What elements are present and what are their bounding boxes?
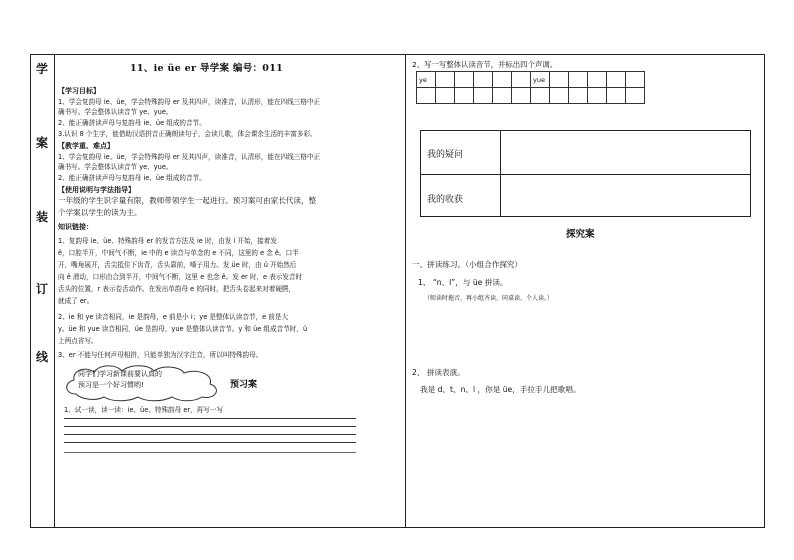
grid-cell[interactable] bbox=[569, 72, 588, 88]
usage-2: 个学案以学生的读为主。 bbox=[58, 208, 142, 217]
cloud-text bbox=[78, 369, 162, 391]
link-line: 就成了 er。 bbox=[58, 297, 94, 305]
grid-cell-yue: yue bbox=[531, 72, 550, 88]
grid-cell[interactable] bbox=[474, 72, 493, 88]
write-line bbox=[64, 418, 356, 419]
doubt-label: 我的疑问 bbox=[427, 150, 464, 160]
grid-cell[interactable] bbox=[626, 72, 645, 88]
page-title: 11、ie üe er 导学案 编号：011 bbox=[130, 63, 284, 74]
link-line: 向 ê 滑动，口形由合到半开，中间气不断，这里 e 也念 ê。发 er 时，e 表示发音时 bbox=[58, 273, 303, 281]
grid-cell[interactable] bbox=[550, 88, 569, 104]
item-1-note: （师读时拖音，再小组齐读、同桌读、个人读。） bbox=[424, 295, 554, 302]
grid-cell[interactable] bbox=[474, 88, 493, 104]
grid-cell[interactable] bbox=[512, 72, 531, 88]
goal-2: 2、能正确拼读声母与复韵母 ie、üe 组成的音节。 bbox=[58, 119, 206, 127]
write-line bbox=[64, 442, 356, 443]
grid-cell[interactable] bbox=[531, 88, 550, 104]
usage-heading: 【使用说明与学法指导】 bbox=[58, 186, 135, 194]
goals-heading: 【学习目标】 bbox=[58, 87, 100, 95]
side-char-ding: 订 bbox=[36, 282, 49, 296]
link-line: 2、ie 和 ye 读音相同，ie 是韵母，e 前是小 i；ye 是整体认读音节，e 前是大 bbox=[58, 313, 289, 321]
link-heading: 知识链接： bbox=[58, 223, 93, 231]
section-2-heading: 2、 拼读表演。 bbox=[412, 368, 465, 377]
goal-1a: 1、学会复韵母 ie、üe，学会特殊韵母 er 及其四声，读准音，认清形，能在四线三格中正 bbox=[58, 98, 321, 106]
side-char-an: 案 bbox=[36, 136, 49, 150]
grid-cell[interactable] bbox=[455, 88, 474, 104]
grid-cell[interactable] bbox=[607, 88, 626, 104]
grid-cell[interactable] bbox=[607, 72, 626, 88]
grid-cell[interactable] bbox=[493, 88, 512, 104]
preview-section-title: 预习案 bbox=[230, 380, 258, 390]
goal-3: 3.认识 8 个生字，能借助汉语拼音正确朗读句子，会读儿歌，体会课余生活的丰富多彩。 bbox=[58, 130, 317, 138]
item-2: 我是 d、t、n、l ，你是 üe，手拉手儿把歌唱。 bbox=[420, 385, 581, 394]
grid-cell[interactable] bbox=[588, 88, 607, 104]
key-3: 2、能正确拼读声母与复韵母 ie、üe 组成的音节。 bbox=[58, 174, 206, 182]
gain-label: 我的收获 bbox=[427, 195, 464, 205]
link-line: 开，嘴角展开，舌尖抵住下齿背，舌头靠前，嗓子用力。发 üe 时，由 ü 开始然后 bbox=[58, 261, 297, 269]
exercise-1: 1、试一读，读一读：ie、üe、特殊韵母 er，再写一写 bbox=[64, 406, 224, 414]
key-2: 确书写。学会整体认读音节 ye、yue。 bbox=[58, 163, 173, 171]
grid-cell[interactable] bbox=[512, 88, 531, 104]
link-line: 1、复韵母 ie、üe、特殊韵母 er 的发音方法及 ie 时，由发 i 开始，接着发 bbox=[58, 237, 277, 245]
link-line: 舌头的位置，r 表示卷舌动作。在发出单韵母 e 的同时，把舌头卷起来对着硬腭， bbox=[58, 285, 296, 293]
question-2: 2、写一写整体认读音节，并标出四个声调。 bbox=[412, 60, 558, 69]
grid-cell[interactable] bbox=[455, 72, 474, 88]
column-divider bbox=[405, 54, 406, 528]
explore-section-title: 探究案 bbox=[566, 229, 595, 240]
side-char-zhuang: 装 bbox=[36, 210, 49, 224]
link-line: y。üe 和 yue 读音相同，üe 是韵母，yue 是整体认读音节。y 和 üe 组成音节时，ü bbox=[58, 325, 308, 333]
side-char-xian: 线 bbox=[36, 350, 49, 364]
key-heading: 【教学重、难点】 bbox=[58, 142, 114, 150]
cloud-line-1: 同学们学习新课前要认真的 bbox=[78, 370, 162, 378]
reflection-box bbox=[420, 130, 751, 217]
writing-grid bbox=[416, 71, 645, 104]
side-char-xue: 学 bbox=[36, 62, 49, 76]
write-line bbox=[64, 452, 356, 453]
grid-cell[interactable] bbox=[417, 88, 436, 104]
write-line bbox=[64, 434, 356, 435]
grid-cell[interactable] bbox=[436, 88, 455, 104]
binding-divider bbox=[54, 54, 55, 528]
cloud-line-2: 预习是一个好习惯哟! bbox=[78, 381, 144, 389]
link-line: 3、er 不能与任何声母相拼，只能单独为汉字注音，所以叫特殊韵母。 bbox=[58, 351, 263, 359]
link-line: ê，口腔半开，中间气不断，ie 中的 e 读音与单念的 e 不同，这里的 e 念 ê。口半 bbox=[58, 249, 299, 257]
write-line bbox=[64, 426, 356, 427]
usage-1: 一年级的学生识字量有限，教师带领学生一起进行。预习案可由家长代读，整 bbox=[58, 196, 317, 205]
grid-cell[interactable] bbox=[588, 72, 607, 88]
grid-cell[interactable] bbox=[493, 72, 512, 88]
link-line: 上两点省写。 bbox=[58, 337, 98, 345]
grid-cell[interactable] bbox=[436, 72, 455, 88]
grid-cell-ye: ye bbox=[417, 72, 436, 88]
grid-cell[interactable] bbox=[569, 88, 588, 104]
key-1: 1、学会复韵母 ie、üe，学会特殊韵母 er 及其四声，读准音，认清形，能在四线三格中正 bbox=[58, 153, 321, 161]
goal-1b: 确书写。学会整体认读音节 ye、yue。 bbox=[58, 108, 173, 116]
grid-cell[interactable] bbox=[550, 72, 569, 88]
section-1-heading: 一、拼读练习。（小组合作探究） bbox=[412, 260, 523, 269]
grid-cell[interactable] bbox=[626, 88, 645, 104]
item-1: 1、 “n、l”，与 üe 拼读。 bbox=[418, 278, 508, 287]
